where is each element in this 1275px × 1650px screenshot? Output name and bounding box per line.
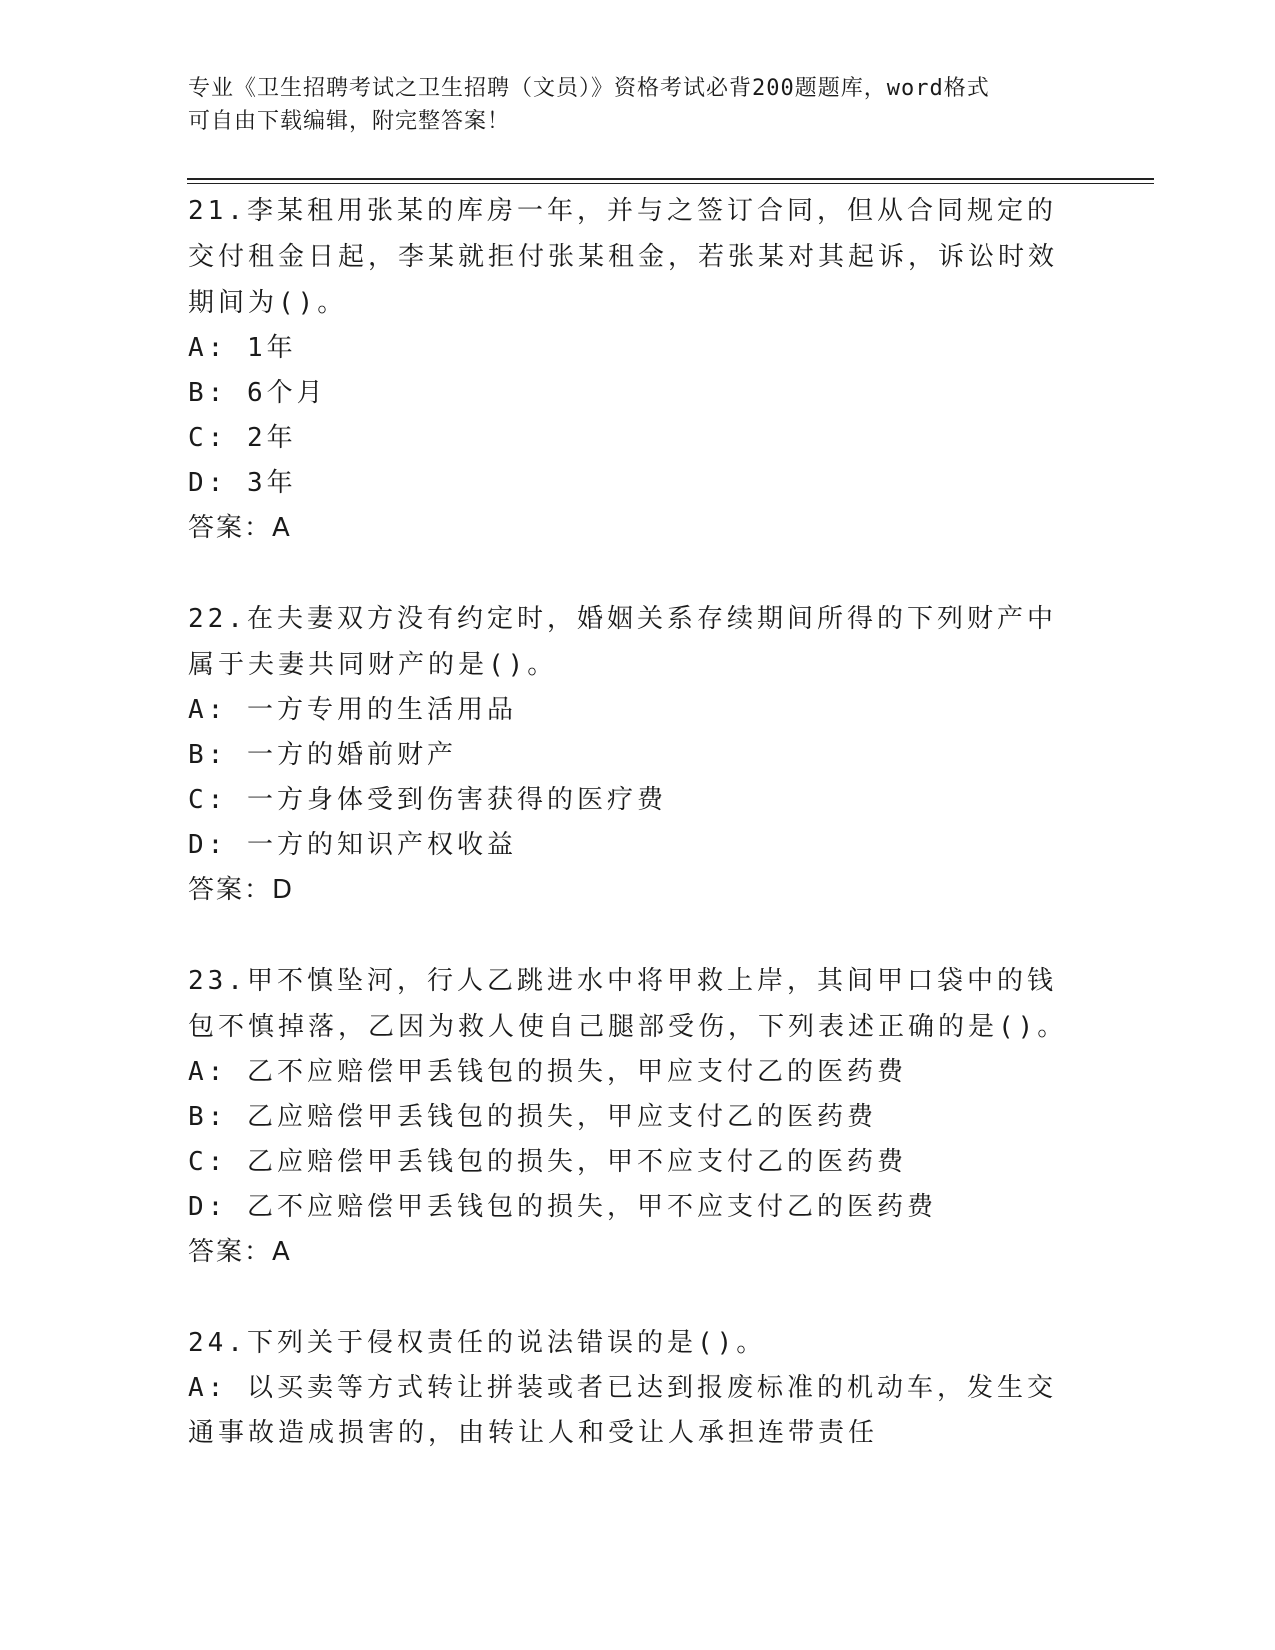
option-c: C: 一方身体受到伤害获得的医疗费 (188, 785, 667, 815)
question-23 (188, 958, 1078, 1275)
option-b: B: 一方的婚前财产 (188, 740, 457, 770)
option-b: B: 乙应赔偿甲丢钱包的损失，甲应支付乙的医药费 (188, 1102, 877, 1132)
option-d: D: 3年 (188, 468, 297, 498)
option-a: A: 1年 (188, 333, 297, 363)
answer-label: 答案：A (188, 1237, 292, 1267)
question-24 (188, 1320, 1078, 1456)
option-b: B: 6个月 (188, 378, 327, 408)
option-a: A: 以买卖等方式转让拼装或者已达到报废标准的机动车，发生交通事故造成损害的，由转让人和受让人承担连带责任 (188, 1373, 1057, 1448)
question-stem: 24.下列关于侵权责任的说法错误的是()。 (188, 1328, 767, 1358)
option-d: D: 乙不应赔偿甲丢钱包的损失，甲不应支付乙的医药费 (188, 1192, 937, 1222)
question-22 (188, 596, 1078, 913)
option-c: C: 2年 (188, 423, 297, 453)
question-stem: 22.在夫妻双方没有约定时，婚姻关系存续期间所得的下列财产中属于夫妻共同财产的是()。 (188, 604, 1057, 680)
document-header (188, 72, 1088, 138)
question-stem: 21.李某租用张某的库房一年，并与之签订合同，但从合同规定的交付租金日起，李某就拒付张某租金，若张某对其起诉，诉讼时效期间为()。 (188, 196, 1059, 318)
option-c: C: 乙应赔偿甲丢钱包的损失，甲不应支付乙的医药费 (188, 1147, 907, 1177)
header-title-line-1: 专业《卫生招聘考试之卫生招聘（文员）》资格考试必背200题题库，word格式 (188, 76, 990, 101)
header-title-line-2: 可自由下载编辑，附完整答案！ (188, 109, 511, 134)
answer-label: 答案：A (188, 513, 292, 543)
header-divider-thick (187, 178, 1154, 180)
option-a: A: 一方专用的生活用品 (188, 695, 517, 725)
header-divider-thin (187, 183, 1154, 184)
option-a: A: 乙不应赔偿甲丢钱包的损失，甲应支付乙的医药费 (188, 1057, 907, 1087)
question-21 (188, 188, 1078, 551)
answer-label: 答案：D (188, 875, 295, 905)
question-list (188, 188, 1078, 1501)
question-stem: 23.甲不慎坠河，行人乙跳进水中将甲救上岸，其间甲口袋中的钱包不慎掉落，乙因为救人使自己腿部受伤，下列表述正确的是()。 (188, 966, 1068, 1042)
option-d: D: 一方的知识产权收益 (188, 830, 517, 860)
